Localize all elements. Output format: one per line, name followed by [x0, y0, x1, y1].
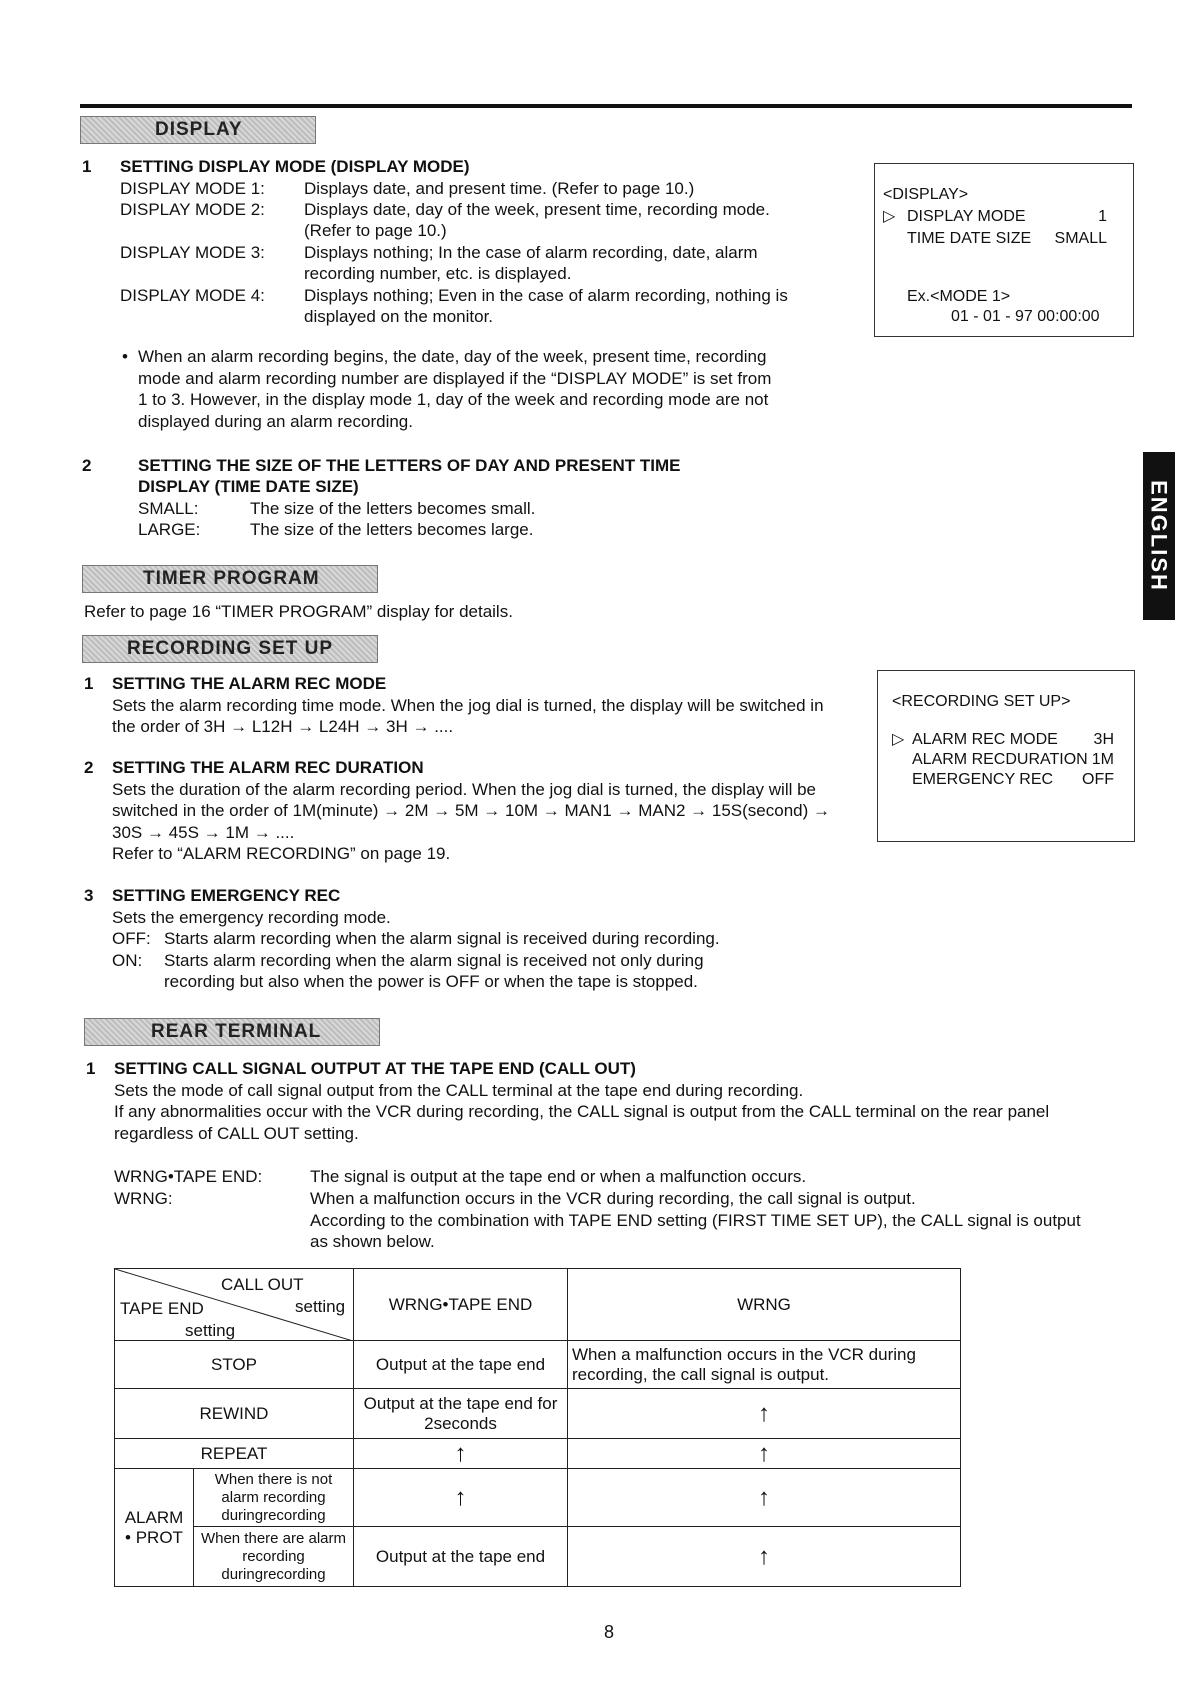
section-header-timer-program [82, 565, 378, 593]
item-text: switched in the order of 1M(minute) → 2M → 5M → 10M → MAN1 → MAN2 → 15S(second) → [112, 801, 831, 820]
screen-row-label: ALARM RECDURATION [912, 751, 1088, 768]
up-arrow-icon: ↑ [568, 1389, 961, 1439]
screen-title: <RECORDING SET UP> [892, 693, 1071, 710]
cell-line: duringrecording [221, 1565, 326, 1583]
screen-row-label: DISPLAY MODE [907, 208, 1026, 225]
option-label: LARGE: [138, 520, 201, 539]
screen-row-value: SMALL [1054, 230, 1107, 247]
item-title: SETTING CALL SIGNAL OUTPUT AT THE TAPE END (CALL OUT) [114, 1059, 636, 1078]
item-number: 1 [82, 157, 92, 176]
example-label: Ex.<MODE 1> [907, 288, 1011, 305]
item-number: 1 [84, 674, 94, 693]
item-text: Sets the emergency recording mode. [112, 908, 391, 927]
cell-stop-c1: Output at the tape end [354, 1341, 568, 1389]
option-text: The signal is output at the tape end or when a malfunction occurs. [310, 1167, 807, 1186]
cell-line: recording [242, 1547, 305, 1565]
item-title: SETTING THE ALARM REC MODE [112, 674, 387, 693]
item-text: Sets the duration of the alarm recording period. When the jog dial is turned, the display will be [112, 780, 817, 799]
bullet: • [122, 347, 128, 366]
mode-text: (Refer to page 10.) [304, 221, 447, 240]
section-header-rear-terminal [84, 1018, 380, 1046]
note-line: When an alarm recording begins, the date, day of the week, present time, recording [138, 347, 767, 366]
note-line: mode and alarm recording number are displayed if the “DISPLAY MODE” is set from [138, 369, 772, 388]
note-line: displayed during an alarm recording. [138, 412, 413, 431]
mode-label: DISPLAY MODE 4: [120, 286, 265, 305]
note-line: 1 to 3. However, in the display mode 1, day of the week and recording mode are not [138, 390, 769, 409]
cell-line: When a malfunction occurs in the VCR during [572, 1344, 916, 1364]
mode-label: DISPLAY MODE 2: [120, 200, 265, 219]
option-text: When a malfunction occurs in the VCR during recording, the call signal is output. [310, 1189, 916, 1208]
section-header-recording-set-up [82, 635, 378, 663]
row-label-rewind: REWIND [115, 1389, 354, 1439]
row-label-stop: STOP [115, 1341, 354, 1389]
item-title: SETTING THE ALARM REC DURATION [112, 758, 424, 777]
item-title: SETTING EMERGENCY REC [112, 886, 341, 905]
screen-row-label: ALARM REC MODE [912, 731, 1058, 748]
mode-text: Displays date, and present time. (Refer to page 10.) [304, 179, 695, 198]
option-label: OFF: [112, 929, 151, 948]
screen-row-value: 1M [1091, 751, 1114, 768]
cell-rewind-c1 [354, 1389, 568, 1439]
section-header-label: RECORDING SET UP [127, 638, 334, 659]
cell-line: alarm recording [221, 1488, 326, 1506]
item-number: 2 [82, 456, 92, 475]
item-number: 3 [84, 886, 94, 905]
screen-title: <DISPLAY> [883, 186, 969, 203]
page-number: 8 [604, 1622, 615, 1642]
corner-top-right: setting [295, 1297, 346, 1316]
item-number: 1 [86, 1059, 96, 1078]
option-label: WRNG: [114, 1189, 173, 1208]
item-text: Sets the alarm recording time mode. When the jog dial is turned, the display will be switched in [112, 696, 824, 715]
section-header-label: TIMER PROGRAM [143, 568, 320, 589]
item-number: 2 [84, 758, 94, 777]
cell-line: Output at the tape end for [363, 1393, 558, 1413]
up-arrow-icon: ↑ [354, 1469, 568, 1527]
sub-label-not-alarm [194, 1469, 354, 1527]
screen-row-value: 1 [1098, 208, 1107, 225]
row-label-repeat: REPEAT [115, 1439, 354, 1469]
mode-text: Displays nothing; In the case of alarm recording, date, alarm [304, 243, 758, 262]
screen-row-label: TIME DATE SIZE [907, 230, 1032, 247]
cell-line: 2seconds [424, 1413, 497, 1433]
screen-row-value: OFF [1082, 771, 1114, 788]
screen-row-label: EMERGENCY REC [912, 771, 1054, 788]
section-header-label: DISPLAY [155, 119, 243, 140]
item-title: SETTING DISPLAY MODE (DISPLAY MODE) [120, 157, 470, 176]
sub-label-alarm [194, 1527, 354, 1587]
language-label: ENGLISH [1146, 480, 1172, 592]
mode-label: DISPLAY MODE 3: [120, 243, 265, 262]
item-text: regardless of CALL OUT setting. [114, 1124, 359, 1143]
cursor-icon: ▷ [883, 208, 896, 225]
cell-line: • PROT [125, 1527, 183, 1547]
option-text: The size of the letters becomes small. [250, 499, 536, 518]
timer-program-text: Refer to page 16 “TIMER PROGRAM” display for details. [84, 602, 513, 621]
col-header-wrng-tape-end: WRNG•TAPE END [354, 1269, 568, 1341]
option-label: SMALL: [138, 499, 199, 518]
screen-row-value: 3H [1093, 731, 1114, 748]
up-arrow-icon: ↑ [568, 1527, 961, 1587]
mode-text: Displays nothing; Even in the case of alarm recording, nothing is [304, 286, 788, 305]
option-text: According to the combination with TAPE END setting (FIRST TIME SET UP), the CALL signal is output [310, 1211, 1081, 1230]
section-header-display [80, 116, 316, 144]
option-text: as shown below. [310, 1232, 435, 1251]
cell-line: When there are alarm [200, 1529, 347, 1547]
mode-label: DISPLAY MODE 1: [120, 179, 265, 198]
up-arrow-icon: ↑ [354, 1439, 568, 1469]
top-rule [80, 104, 1132, 108]
option-text: Starts alarm recording when the alarm signal is received during recording. [164, 929, 720, 948]
option-text: recording but also when the power is OFF or when the tape is stopped. [164, 972, 698, 991]
option-text: Starts alarm recording when the alarm signal is received not only during [164, 951, 704, 970]
option-label: ON: [112, 951, 143, 970]
item-title: DISPLAY (TIME DATE SIZE) [138, 477, 359, 496]
cell-stop-c2 [568, 1341, 961, 1389]
mode-text: Displays date, day of the week, present time, recording mode. [304, 200, 770, 219]
corner-bottom: setting [185, 1321, 236, 1340]
item-text: Sets the mode of call signal output from the CALL terminal at the tape end during recording. [114, 1081, 804, 1100]
recording-screen-box [877, 670, 1135, 842]
language-side-tab [1143, 452, 1175, 620]
mode-text: displayed on the monitor. [304, 307, 494, 326]
item-text: If any abnormalities occur with the VCR during recording, the CALL signal is output from the CALL terminal on the rear panel [114, 1102, 1050, 1121]
display-screen-box [874, 163, 1134, 337]
example-value: 01 - 01 - 97 00:00:00 [951, 308, 1100, 325]
corner-cell [115, 1269, 354, 1341]
corner-top: CALL OUT [221, 1275, 304, 1294]
section-header-label: REAR TERMINAL [151, 1021, 322, 1042]
cell-line: When there is not [214, 1470, 333, 1488]
option-text: The size of the letters becomes large. [250, 520, 534, 539]
up-arrow-icon: ↑ [568, 1439, 961, 1469]
item-text: Refer to “ALARM RECORDING” on page 19. [112, 844, 451, 863]
cell-line: duringrecording [221, 1506, 326, 1524]
row-label-alarm-prot [115, 1469, 194, 1587]
call-out-table [114, 1268, 961, 1587]
col-header-wrng: WRNG [568, 1269, 961, 1341]
item-text: 30S → 45S → 1M → .... [112, 823, 295, 842]
corner-left: TAPE END [120, 1299, 204, 1318]
cell-line: recording, the call signal is output. [572, 1364, 830, 1384]
item-text: the order of 3H → L12H → L24H → 3H → .... [112, 717, 454, 736]
cursor-icon: ▷ [892, 731, 905, 748]
cell-alarm-c1: Output at the tape end [354, 1527, 568, 1587]
cell-line: ALARM [124, 1507, 184, 1527]
mode-text: recording number, etc. is displayed. [304, 264, 572, 283]
option-label: WRNG•TAPE END: [114, 1167, 263, 1186]
up-arrow-icon: ↑ [568, 1469, 961, 1527]
item-title: SETTING THE SIZE OF THE LETTERS OF DAY AND PRESENT TIME [138, 456, 681, 475]
